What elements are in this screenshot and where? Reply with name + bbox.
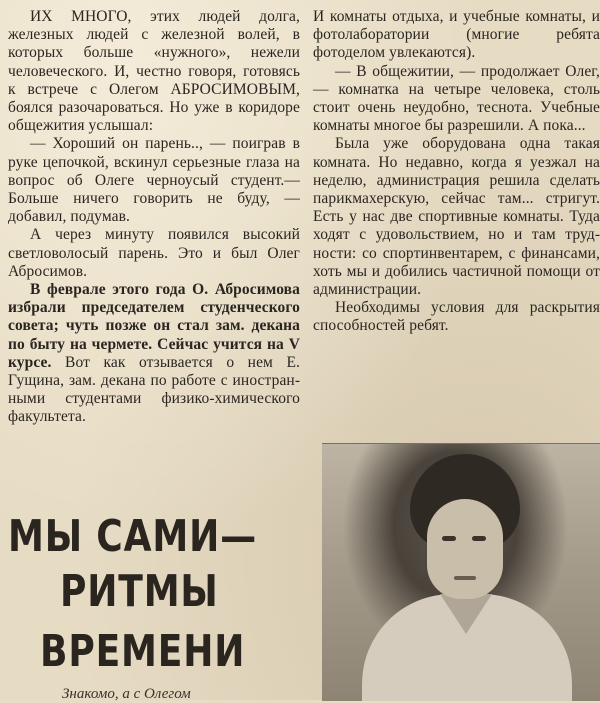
headline-line-1: МЫ САМИ—: [8, 511, 257, 562]
paragraph-intro: ИХ МНОГО, этих людей долга, железных людей с железной волей, в которых больше «нужного», нежели человеческого. И, честно говоря, готовясь к встрече с Олегом АБРОСИМОВЫМ, боялся разочароваться. Но уже в коридоре общежития услышал:: [8, 8, 300, 135]
paragraph-quote: — Хороший он парень.., — поиграв в руке цепочкой, вскинул серьезные глаза на вопрос об Олеге черноусый студент.— Больше ничего говорить не буду, — добавил, подумав.: [8, 135, 300, 226]
headline-line-2: РИТМЫ: [60, 566, 219, 617]
paragraph-barbershop: Была уже оборудована одна такая комната. Но недавно, когда я уезжал на неделю, администрация решила сделать парикмахерскую, сейчас там... стригут. Есть у нас две спортивные комнаты. Туда ходят с удовольствием, но и там трудности: со спортинвентарем, с финансами, хоть мы и добились частичной помощи от администрации.: [313, 135, 600, 299]
cut-off-text: Знакомо, а с Олегом: [62, 686, 191, 702]
headline-line-3: ВРЕМЕНИ: [40, 626, 246, 677]
photo-mouth: [454, 576, 476, 580]
paragraph-appearance: А через минуту появился высокий светловолосый парень. Это и был Олег Абросимов.: [8, 226, 300, 280]
photo-eye-right: [472, 536, 486, 541]
paragraph-conditions: Необходимы условия для раскрытия способностей ребят.: [313, 299, 600, 335]
paragraph-election: [8, 281, 300, 427]
photo-eye-left: [442, 536, 456, 541]
article-left-column: [8, 8, 300, 427]
photo-face: [427, 499, 503, 599]
paragraph-election-rest: Вот как отзывается о нем Е. Гущина, зам. декана по работе с иностранными студентами физико-химического факультета.: [8, 353, 300, 426]
paragraph-dorm: — В общежитии, — продолжает Олег, — комнатка на четыре человека, столь стоит очень неудобно, теснота. Учебные комнаты многое бы разрешили. А пока...: [313, 62, 600, 135]
paragraph-rooms: И комнаты отдыха, и учебные комнаты, и фотолаборатории (многие ребята фотоделом увлекаются).: [313, 8, 600, 62]
article-right-column: [313, 8, 600, 336]
portrait-photo: [322, 443, 600, 701]
paragraph-election-bold: В феврале этого года О. Абросимова избрали председателем студенческого совета; чуть позже он стал зам. декана по быту на чермете. Сейчас учится на V курсе.: [8, 281, 300, 371]
